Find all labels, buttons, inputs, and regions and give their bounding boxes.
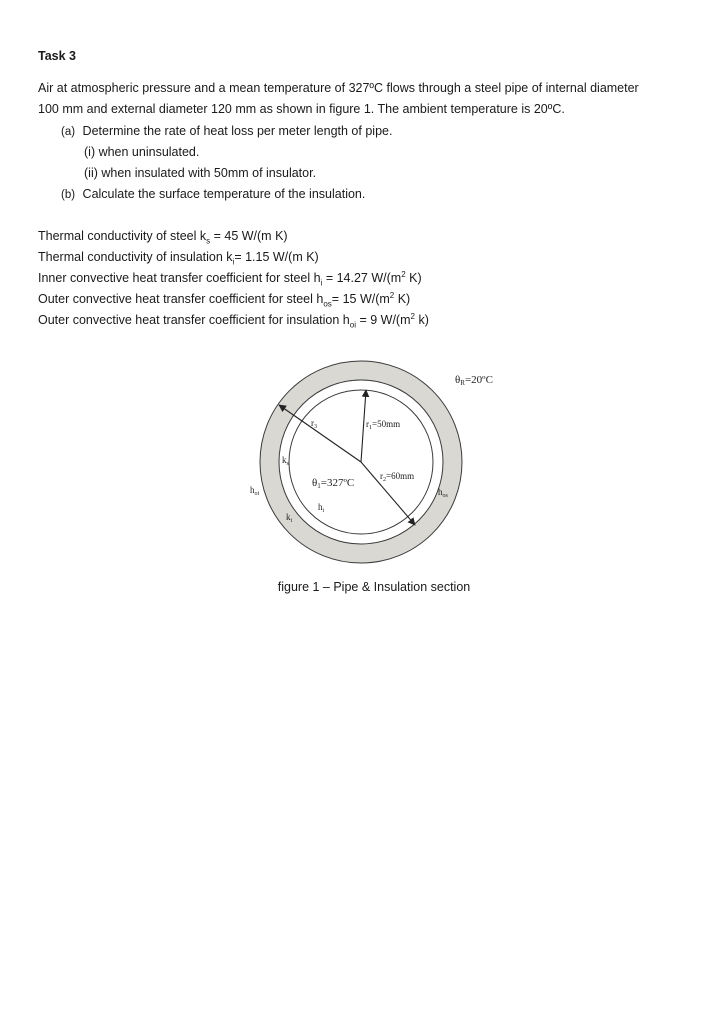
part-a-i: (i) when uninsulated. bbox=[84, 145, 200, 159]
intro-line-2: 100 mm and external diameter 120 mm as shown in figure 1. The ambient temperature is 20ºC. bbox=[38, 102, 565, 116]
given-hi-sub: i bbox=[320, 278, 323, 288]
part-a-text: Determine the rate of heat loss per meter length of pipe. bbox=[82, 124, 393, 138]
label-r2: $r_2=60mm$ bbox=[380, 471, 415, 483]
given-ki-sub: i bbox=[232, 257, 235, 267]
label-ki: $k_i$ bbox=[286, 512, 293, 524]
given-ki-suffix: = 1.15 W/(m K) bbox=[234, 250, 319, 264]
given-hos bbox=[38, 291, 410, 307]
label-hoi: $h_{oi}$ bbox=[250, 485, 260, 497]
pipe-section-figure bbox=[240, 360, 530, 575]
label-theta-1: θ1=327ºC bbox=[312, 477, 355, 490]
label-hi: $h_i$ bbox=[318, 502, 325, 514]
given-hi-mid: = 14.27 W/(m bbox=[322, 271, 402, 285]
given-hoi-mid: = 9 W/(m bbox=[355, 313, 411, 327]
given-hos-prefix: Outer convective heat transfer coefficient for steel h bbox=[38, 292, 324, 306]
label-r3: $r_3$ bbox=[311, 418, 317, 430]
figure-caption bbox=[0, 580, 724, 594]
intro-line-1: Air at atmospheric pressure and a mean temperature of 327ºC flows through a steel pipe of internal diameter bbox=[38, 81, 639, 95]
given-hi-prefix: Inner convective heat transfer coefficient for steel h bbox=[38, 271, 321, 285]
given-ks-prefix: Thermal conductivity of steel k bbox=[38, 229, 207, 243]
part-a bbox=[61, 123, 392, 140]
part-b bbox=[61, 186, 365, 203]
part-b-text: Calculate the surface temperature of the insulation. bbox=[82, 187, 366, 201]
given-hoi-suffix: k) bbox=[414, 313, 429, 327]
given-ks-sub: s bbox=[206, 236, 211, 246]
task-title: Task 3 bbox=[38, 49, 76, 63]
given-ks-suffix: = 45 W/(m K) bbox=[210, 229, 288, 243]
given-ki bbox=[38, 249, 319, 265]
given-hos-sub: os bbox=[323, 299, 332, 309]
given-hoi bbox=[38, 312, 429, 328]
part-b-label: (b) bbox=[61, 189, 76, 201]
figure-caption-text: figure 1 – Pipe & Insulation section bbox=[277, 580, 471, 594]
given-hoi-sub: oi bbox=[349, 320, 356, 330]
label-ks: $k_s$ bbox=[282, 455, 289, 467]
given-ks bbox=[38, 228, 288, 244]
part-a-ii: (ii) when insulated with 50mm of insulator. bbox=[84, 166, 317, 180]
given-ki-prefix: Thermal conductivity of insulation k bbox=[38, 250, 233, 264]
label-r1: $r_1=50mm$ bbox=[366, 419, 401, 431]
label-theta-r: θR=20ºC bbox=[455, 374, 493, 387]
given-hi-sup: 2 bbox=[401, 269, 406, 279]
given-hos-mid: = 15 W/(m bbox=[331, 292, 390, 306]
given-hoi-prefix: Outer convective heat transfer coefficient for insulation h bbox=[38, 313, 350, 327]
given-hos-sup: 2 bbox=[389, 290, 395, 300]
given-hos-suffix: K) bbox=[394, 292, 411, 306]
part-a-label: (a) bbox=[61, 126, 76, 138]
given-hoi-sup: 2 bbox=[410, 311, 415, 321]
given-hi bbox=[38, 270, 422, 286]
label-hos: $h_{os}$ bbox=[438, 487, 448, 499]
given-hi-suffix: K) bbox=[405, 271, 422, 285]
